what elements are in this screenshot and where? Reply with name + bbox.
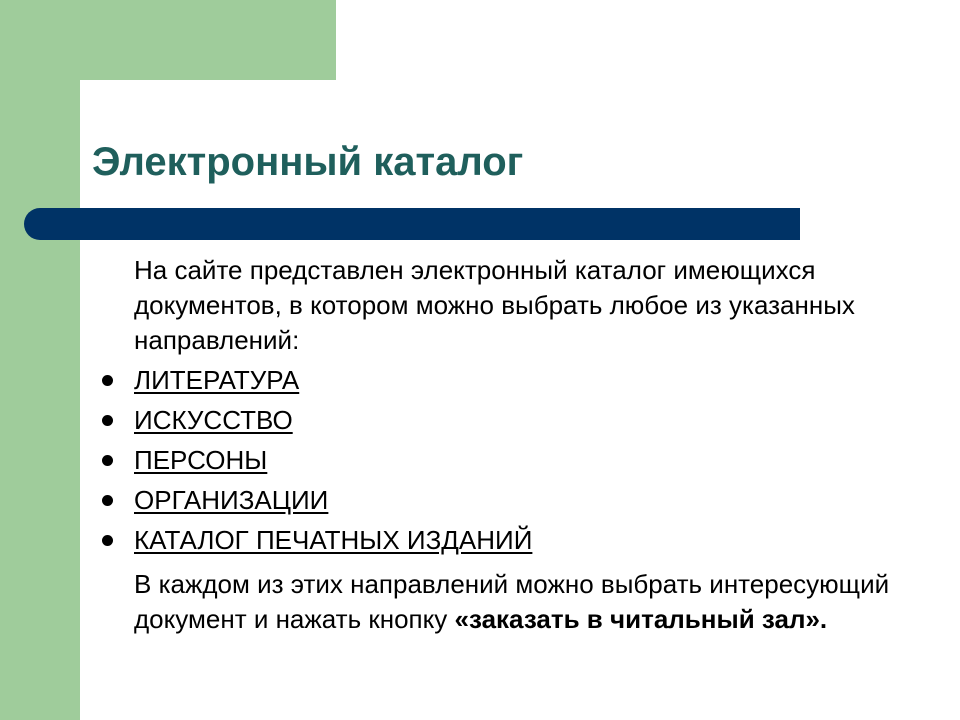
decor-green-strip [0,0,80,720]
bullet-dot-icon [102,455,113,466]
direction-link-art[interactable]: ИСКУССТВО [134,405,293,435]
list-item [100,360,532,400]
list-item [100,400,532,440]
intro-paragraph: На сайте представлен электронный каталог имеющихся документов, в котором можно выбрать любое из указанных направлений: [134,255,855,355]
outro-paragraph [134,567,944,637]
list-item [100,520,532,560]
direction-link-print-catalog[interactable]: КАТАЛОГ ПЕЧАТНЫХ ИЗДАНИЙ [134,525,533,555]
order-reading-room-label: «заказать в читальный зал». [454,604,828,634]
directions-list [100,360,532,560]
direction-link-persons[interactable]: ПЕРСОНЫ [134,445,268,475]
direction-link-organizations[interactable]: ОРГАНИЗАЦИИ [134,485,329,515]
bullet-dot-icon [102,495,113,506]
outro-text: В каждом из этих направлений можно выбрать интересующий документ и нажать кнопку [134,569,890,634]
list-item [100,480,532,520]
list-item [100,440,532,480]
slide-title: Электронный каталог [92,140,524,184]
title-underline-bar [24,208,800,240]
bullet-dot-icon [102,415,113,426]
direction-link-literature[interactable]: ЛИТЕРАТУРА [134,365,300,395]
bullet-dot-icon [102,375,113,386]
bullet-dot-icon [102,535,113,546]
